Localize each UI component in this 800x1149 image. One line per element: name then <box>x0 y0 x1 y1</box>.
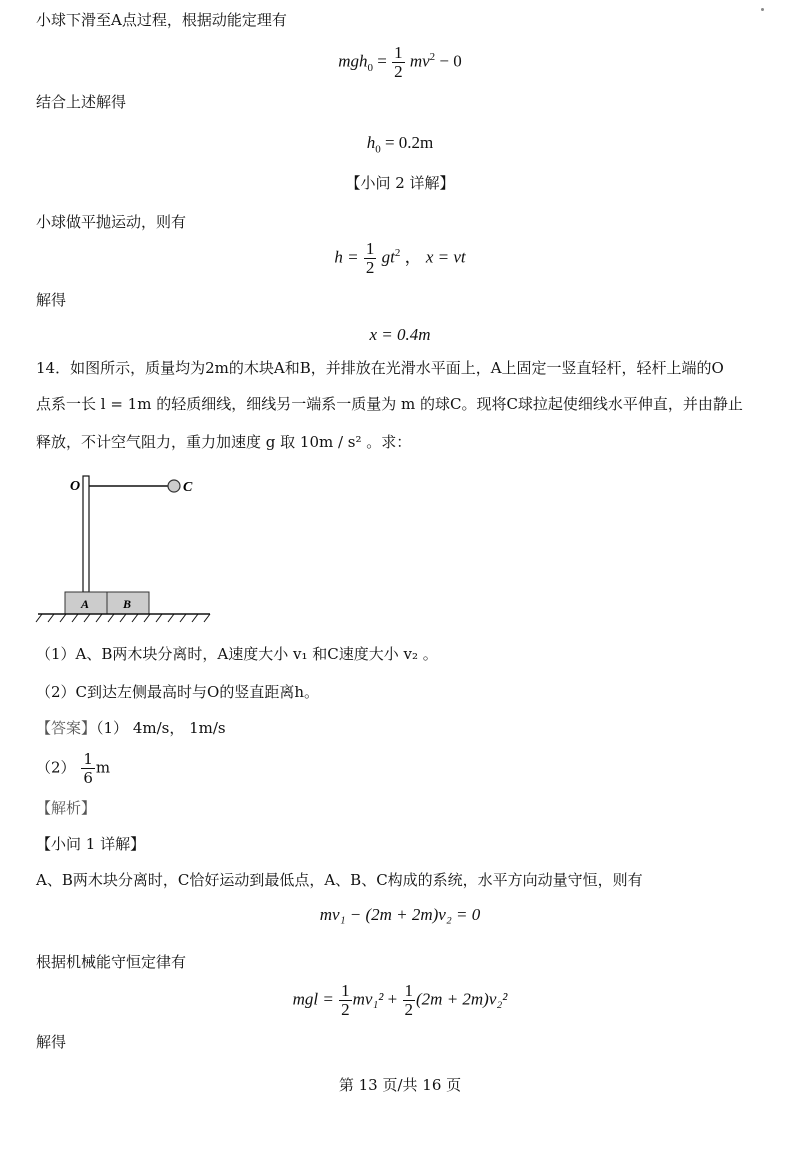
momentum-line: A、B两木块分离时，C恰好运动到最低点，A、B、C构成的系统，水平方向动量守恒，则有 <box>36 871 643 889</box>
combine-line: 结合上述解得 <box>36 93 127 111</box>
answer-label: 【答案】 <box>36 719 97 737</box>
scan-dot <box>761 8 764 11</box>
label-a: A <box>81 597 90 611</box>
analysis-label: 【解析】 <box>36 799 97 817</box>
equation-energy: mgh$_0$ = $\frac{1}{2}$ $mv^2 - 0$ <box>338 43 462 81</box>
problem14-line3: 释放，不计空气阻力，重力加速度 g 取 10m / s² 。求： <box>36 433 412 451</box>
q1-title: 【小问 1 详解】 <box>36 835 146 853</box>
sub-question-1: （1）A、B两木块分离时，A速度大小 v₁ 和C速度大小 v₂ 。 <box>36 645 438 663</box>
sub-question-2: （2）C到达左侧最高时与O的竖直距离h。 <box>36 683 319 701</box>
solve-label-2: 解得 <box>36 1033 67 1051</box>
q2-title: 【小问 2 详解】 <box>345 174 455 192</box>
equation-mech-energy: mgl = $\frac{1}{2}$ mv₁² + $\frac{1}{2}$ (2m + 2m)v₂² <box>292 981 508 1019</box>
answer-part1: （1） 4m/s， 1m/s <box>96 719 226 737</box>
label-b: B <box>123 597 132 611</box>
problem14-line2: 点系一长 l = 1m 的轻质细线，细线另一端系一质量为 m 的球C。现将C球拉起使细线水平伸直，并由静止 <box>36 395 743 413</box>
label-c: C <box>183 480 193 495</box>
physics-figure <box>30 468 230 628</box>
solve-label-1: 解得 <box>36 291 67 309</box>
ground-hatching <box>36 614 210 622</box>
vertical-rod <box>83 476 89 592</box>
problem14-line1: 14．如图所示，质量均为2m的木块A和B，并排放在光滑水平面上，A上固定一竖直轻杆，轻杆上端的O <box>36 359 724 377</box>
projectile-line: 小球做平抛运动，则有 <box>36 213 187 231</box>
equation-projectile: h = $\frac{1}{2}$ $gt^2$ ， x = vt <box>334 239 466 277</box>
mech-energy-line: 根据机械能守恒定律有 <box>36 953 187 971</box>
answer-line-2: （2） $\frac{1}{6}$ m <box>36 750 111 787</box>
page-footer: 第 13 页/共 16 页 <box>338 1076 462 1094</box>
label-o: O <box>70 479 81 494</box>
equation-h0: $h_0 = 0.2m$ <box>366 133 434 156</box>
ball-c <box>168 480 180 492</box>
equation-x: x = 0.4m <box>369 325 431 344</box>
intro-line: 小球下滑至A点过程，根据动能定理有 <box>36 11 287 29</box>
answer-line-1 <box>36 718 226 738</box>
equation-momentum: mv₁ − (2m + 2m)v₂ = 0 <box>319 905 481 924</box>
